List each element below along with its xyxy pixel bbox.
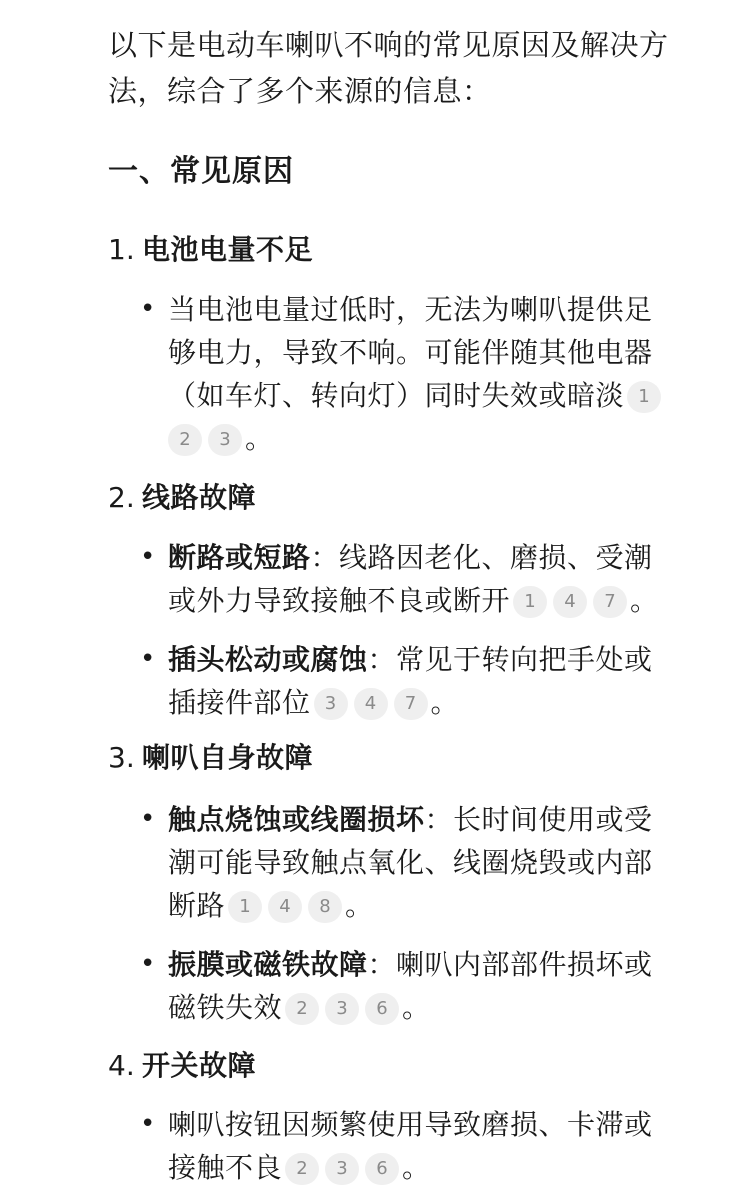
citation-badge[interactable]: 8 [308,891,342,923]
bullet-dot: • [140,542,156,572]
citation-badge[interactable]: 3 [325,1153,359,1185]
cause-title: 电池电量不足 [142,233,314,266]
cause-heading-1 [108,230,313,270]
intro-line-2: 法，综合了多个来源的信息： [108,74,492,108]
cause-number: 1. [108,233,135,266]
cause-heading-3 [108,738,313,778]
citation-badge[interactable]: 2 [285,993,319,1025]
citation-badge[interactable]: 2 [285,1153,319,1185]
citation-badge[interactable]: 6 [365,1153,399,1185]
cause-heading-4 [108,1046,256,1086]
bullet-dot: • [140,644,156,674]
citation-badge[interactable]: 7 [394,688,428,720]
list-item [140,798,700,927]
bullet-text: 触点烧蚀或线圈损坏：长时间使用或受 潮可能导致触点氧化、线圈烧毁或内部 断路 1 4 8 。 [168,803,653,922]
bullet-text: 喇叭按钮因频繁使用导致磨损、卡滞或 接触不良 2 3 6 。 [168,1108,653,1184]
citation-badge[interactable]: 4 [553,586,587,618]
citation-badge[interactable]: 4 [354,688,388,720]
citation-badge[interactable]: 1 [627,381,661,413]
bullet-text: 当电池电量过低时，无法为喇叭提供足 够电力，导致不响。可能伴随其他电器 （如车灯、转向灯）同时失效或暗淡 1 2 3 。 [168,288,700,460]
bullet-dot: • [140,1109,156,1139]
intro-line-1: 以下是电动车喇叭不响的常见原因及解决方 [108,28,669,62]
citation-badge[interactable]: 3 [314,688,348,720]
list-item [140,1103,700,1189]
citation-badge[interactable]: 1 [228,891,262,923]
cause-number: 4. [108,1049,135,1082]
section-heading: 一、常见原因 [108,154,294,189]
list-item [140,288,700,460]
cause-number: 2. [108,481,135,514]
citation-badge[interactable]: 3 [325,993,359,1025]
list-item [140,536,700,622]
intro-paragraph [108,22,708,114]
bullet-text: 插头松动或腐蚀：常见于转向把手处或 插接件部位 3 4 7 。 [168,643,653,719]
list-item [140,638,700,724]
cause-title: 开关故障 [142,1049,257,1082]
citation-badge[interactable]: 1 [513,586,547,618]
citation-badge[interactable]: 4 [268,891,302,923]
bullet-dot: • [140,804,156,834]
citation-badge[interactable]: 7 [593,586,627,618]
bullet-text: 振膜或磁铁故障：喇叭内部部件损坏或 磁铁失效 2 3 6 。 [168,948,653,1024]
cause-title: 喇叭自身故障 [142,741,314,774]
list-item [140,943,700,1029]
bullet-text: 断路或短路：线路因老化、磨损、受潮 或外力导致接触不良或断开 1 4 7 。 [168,541,659,617]
citation-badge[interactable]: 6 [365,993,399,1025]
bullet-dot: • [140,949,156,979]
cause-heading-2 [108,478,256,518]
citation-badge[interactable]: 2 [168,424,202,456]
cause-title: 线路故障 [142,481,257,514]
citation-badge[interactable]: 3 [208,424,242,456]
bullet-dot: • [140,294,156,324]
cause-number: 3. [108,741,135,774]
